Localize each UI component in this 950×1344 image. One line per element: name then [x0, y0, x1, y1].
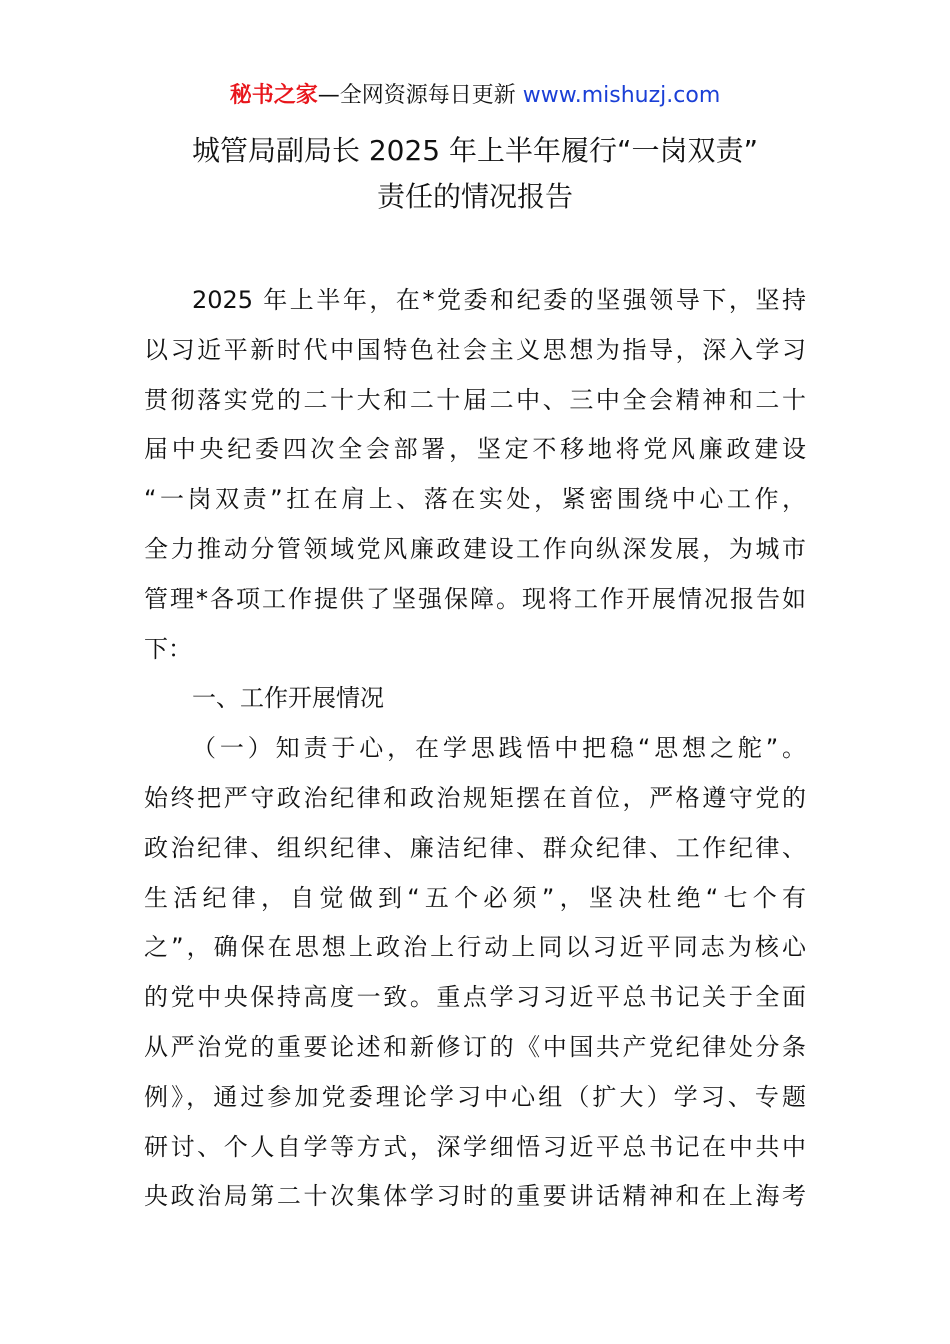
text-line: 例》，通过参加党委理论学习中心组（扩大）学习、专题	[144, 1082, 806, 1111]
text-line: “一岗双责”扛在肩上、落在实处，紧密围绕中心工作，	[144, 485, 806, 514]
paragraph-section-1	[144, 724, 806, 1222]
title-line-1: 城管局副局长 2025 年上半年履行“一岗双责”	[191, 134, 759, 167]
text-line: 全力推动分管领域党风廉政建设工作向纵深发展，为城市	[144, 534, 806, 563]
text-line: 从严治党的重要论述和新修订的《中国共产党纪律处分条	[144, 1032, 806, 1061]
text-line: 政治纪律、组织纪律、廉洁纪律、群众纪律、工作纪律、	[144, 833, 806, 862]
text-line: 管理*各项工作提供了坚强保障。现将工作开展情况报告如	[144, 584, 806, 613]
text-line: 贯彻落实党的二十大和二十届二中、三中全会精神和二十	[144, 385, 806, 414]
brand-name: 秘书之家	[229, 83, 318, 108]
text-line: （一）知责于心，在学思践悟中把稳“思想之舵”。	[192, 734, 806, 763]
text-line: 生活纪律，自觉做到“五个必须”，坚决杜绝“七个有	[144, 883, 806, 912]
paragraph-intro	[144, 276, 806, 674]
title-line-2: 责任的情况报告	[376, 180, 573, 213]
header-tagline: —全网资源每日更新	[317, 83, 523, 108]
text-line: 届中央纪委四次全会部署，坚定不移地将党风廉政建设	[144, 435, 806, 464]
document-body	[144, 276, 806, 1222]
text-line: 的党中央保持高度一致。重点学习习近平总书记关于全面	[144, 983, 806, 1012]
section-heading: 一、工作开展情况	[192, 684, 384, 713]
text-line: 始终把严守政治纪律和政治规矩摆在首位，严格遵守党的	[144, 783, 806, 812]
text-line: 2025 年上半年，在*党委和纪委的坚强领导下，坚持	[192, 286, 806, 314]
text-line: 以习近平新时代中国特色社会主义思想为指导，深入学习	[144, 335, 806, 364]
text-line: 下：	[144, 634, 192, 663]
text-line: 之”，确保在思想上政治上行动上同以习近平同志为核心	[144, 933, 806, 962]
site-url-link[interactable]: www.mishuzj.com	[522, 83, 721, 108]
site-header	[0, 80, 950, 112]
document-title	[0, 128, 950, 220]
text-line: 研讨、个人自学等方式，深学细悟习近平总书记在中共中	[144, 1132, 806, 1161]
text-line: 央政治局第二十次集体学习时的重要讲话精神和在上海考	[144, 1182, 806, 1211]
